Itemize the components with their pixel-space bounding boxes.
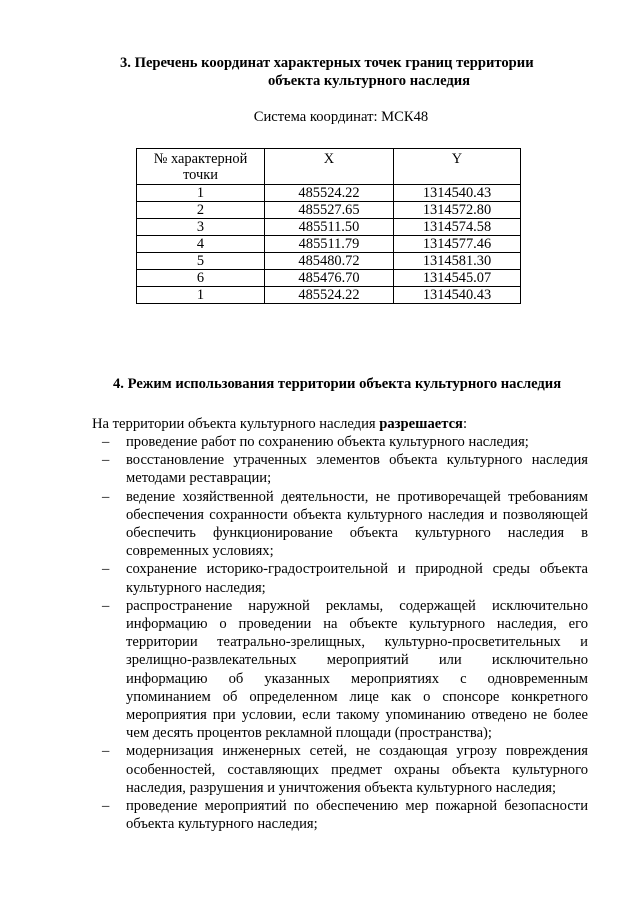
intro-colon: : xyxy=(462,416,467,432)
section-4-intro xyxy=(92,415,467,433)
list-item xyxy=(92,797,588,833)
table-cell-point: 4 xyxy=(137,236,265,253)
list-item-text: восстановление утраченных элементов объекта культурного наследия методами реставрации; xyxy=(126,452,588,487)
bullet-dash: – xyxy=(102,452,110,469)
table-cell-x: 485511.79 xyxy=(265,236,394,253)
table-cell-x: 485511.50 xyxy=(265,219,394,236)
bullet-dash: – xyxy=(102,434,110,450)
table-cell-y: 1314540.43 xyxy=(394,185,521,202)
list-item xyxy=(92,433,588,451)
table-cell-y: 1314540.43 xyxy=(394,287,521,304)
allowed-activities-list xyxy=(92,433,588,833)
table-row xyxy=(137,270,521,287)
section-3-heading-line1: 3. Перечень координат характерных точек границ территории xyxy=(120,55,534,71)
list-item-text: проведение работ по сохранению объекта культурного наследия; xyxy=(126,434,529,450)
list-item-text: модернизация инженерных сетей, не создающая угрозу повреждения особенностей, составляющих предмет охраны объекта культурного наследия, разрушения и уничтожения объекта культурного наследия; xyxy=(126,743,588,796)
list-item-text: сохранение историко-градостроительной и природной среды объекта культурного наследия; xyxy=(126,561,588,596)
list-item xyxy=(92,488,588,561)
table-cell-y: 1314574.58 xyxy=(394,219,521,236)
table-cell-x: 485476.70 xyxy=(265,270,394,287)
table-cell-point: 1 xyxy=(137,185,265,202)
table-header-x: X xyxy=(265,149,394,185)
coordinate-system-label: Система координат: МСК48 xyxy=(253,109,429,125)
table-cell-point: 5 xyxy=(137,253,265,270)
list-item-text: проведение мероприятий по обеспечению мер пожарной безопасности объекта культурного наследия; xyxy=(126,798,588,833)
table-cell-y: 1314577.46 xyxy=(394,236,521,253)
table-row xyxy=(137,253,521,270)
intro-text: На территории объекта культурного наследия xyxy=(92,416,380,432)
list-item xyxy=(92,742,588,797)
bullet-dash: – xyxy=(102,743,110,760)
table-cell-x: 485527.65 xyxy=(265,202,394,219)
table-row xyxy=(137,236,521,253)
table-header-point: № характерной точки xyxy=(137,149,265,185)
table-header-y: Y xyxy=(394,149,521,185)
table-cell-x: 485524.22 xyxy=(265,185,394,202)
list-item-text: ведение хозяйственной деятельности, не противоречащей требованиям обеспечения сохранности объекта культурного наследия и позволяющей обеспечить функционирование объекта культурного наследия в современных условиях; xyxy=(126,488,588,560)
section-4-heading: 4. Режим использования территории объекта культурного наследия xyxy=(113,376,562,392)
table-cell-y: 1314545.07 xyxy=(394,270,521,287)
list-item xyxy=(92,451,588,487)
coordinates-table xyxy=(136,148,521,304)
list-item xyxy=(92,597,588,743)
table-cell-x: 485480.72 xyxy=(265,253,394,270)
table-header-row xyxy=(137,149,521,185)
table-cell-point: 1 xyxy=(137,287,265,304)
table-cell-y: 1314581.30 xyxy=(394,253,521,270)
table-cell-point: 6 xyxy=(137,270,265,287)
list-item-text: распространение наружной рекламы, содержащей исключительно информацию о проведении на объекте культурного наследия, его территории театрально-зрелищных, культурно-просветительных и зрелищно-развлекательных мероприятий или исключительно информацию об указанных мероприятиях с одновременным упоминанием об определенном лице как о спонсоре конкретного мероприятия при условии, если такому упоминанию отведено не более чем десять процентов рекламной площади (пространства); xyxy=(126,597,588,742)
section-3-heading-line2: объекта культурного наследия xyxy=(268,73,471,89)
table-row xyxy=(137,219,521,236)
list-item xyxy=(92,560,588,596)
table-row xyxy=(137,202,521,219)
bullet-dash: – xyxy=(102,488,110,505)
table-row xyxy=(137,287,521,304)
intro-bold-word: разрешается xyxy=(379,416,463,432)
table-row xyxy=(137,185,521,202)
section-3-heading xyxy=(120,54,600,90)
table-cell-y: 1314572.80 xyxy=(394,202,521,219)
bullet-dash: – xyxy=(102,561,110,578)
table-cell-point: 2 xyxy=(137,202,265,219)
bullet-dash: – xyxy=(102,798,110,815)
table-cell-x: 485524.22 xyxy=(265,287,394,304)
bullet-dash: – xyxy=(102,597,110,614)
table-cell-point: 3 xyxy=(137,219,265,236)
